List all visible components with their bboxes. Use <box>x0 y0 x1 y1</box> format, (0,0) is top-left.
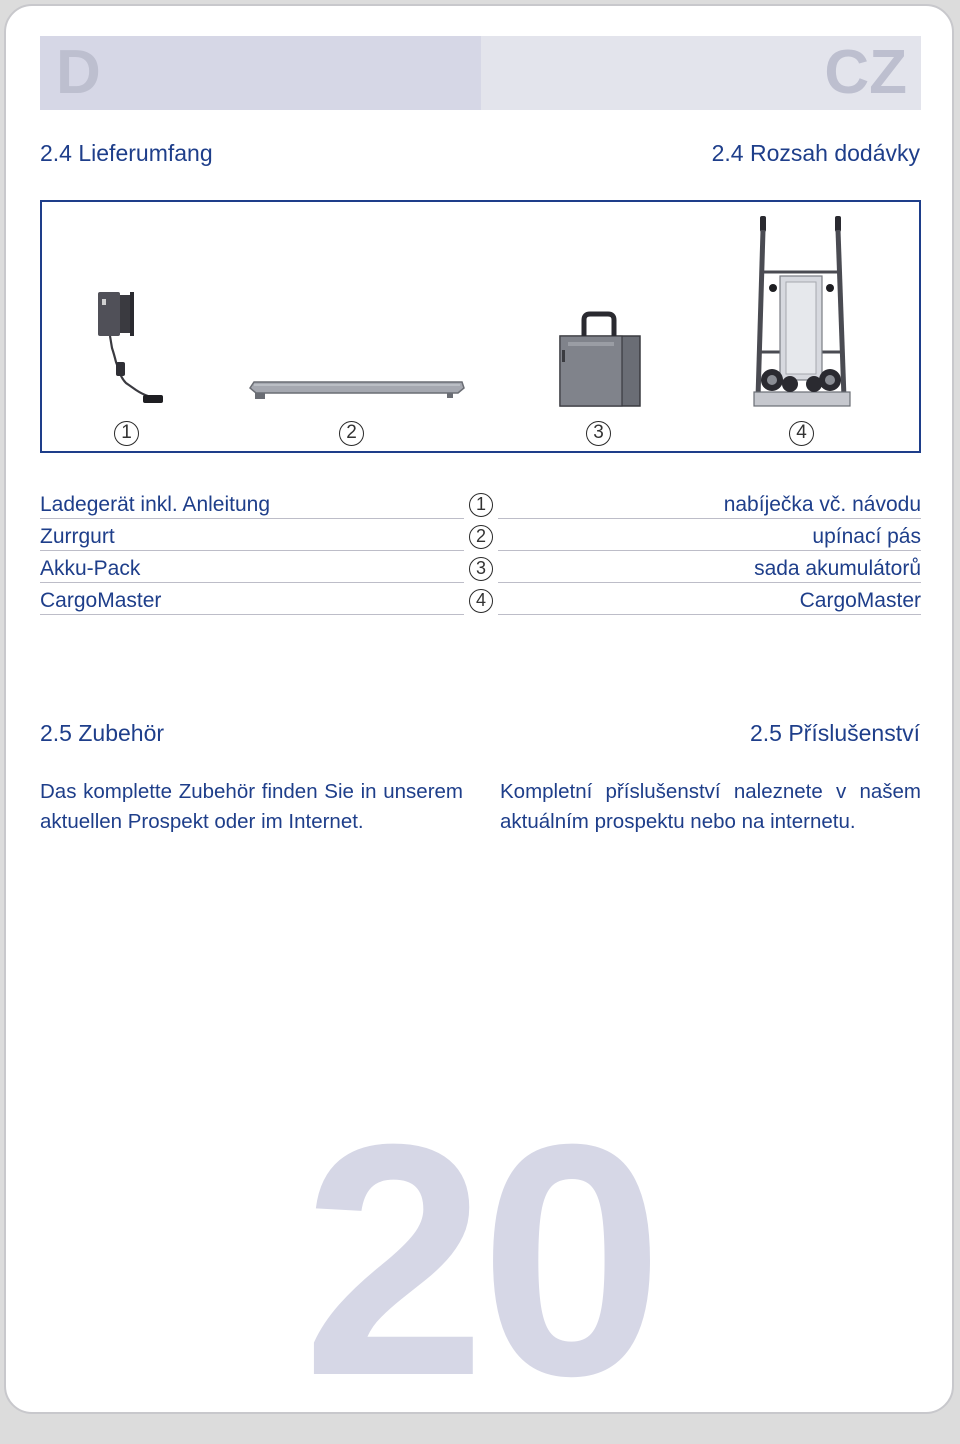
accessories-text-cz: Kompletní příslušenství naleznete v našem aktuálním prospektu nebo na internetu. <box>500 780 921 833</box>
delivery-scope-figure <box>40 200 921 453</box>
item-divider <box>40 582 464 583</box>
figure-number-2: 2 <box>339 421 364 446</box>
delivery-scope-illustration <box>42 202 919 451</box>
section-title-accessories-cz: 2.5 Příslušenství <box>749 720 920 746</box>
section-title-delivery-cz: 2.4 Rozsah dodávky <box>711 140 920 166</box>
charger-illustration <box>98 292 163 403</box>
item-label-cz: sada akumulátorů <box>754 557 921 580</box>
item-number: 3 <box>469 557 493 581</box>
figure-number-4: 4 <box>789 421 814 446</box>
item-label-cz: CargoMaster <box>799 589 921 612</box>
strap-illustration <box>250 382 464 399</box>
item-divider <box>40 518 464 519</box>
item-label-de: Zurrgurt <box>40 525 115 548</box>
language-banner <box>40 36 921 110</box>
item-label-de: Ladegerät inkl. Anleitung <box>40 493 271 516</box>
figure-number-3: 3 <box>586 421 611 446</box>
item-label-de: CargoMaster <box>40 589 162 612</box>
language-code-de: D <box>56 38 101 107</box>
section-title-delivery-de: 2.4 Lieferumfang <box>40 140 213 166</box>
language-code-cz: CZ <box>824 38 907 107</box>
accessories-text-de: Das komplette Zubehör finden Sie in unserem aktuellen Prospekt oder im Internet. <box>40 780 463 833</box>
cargomaster-illustration <box>754 216 850 406</box>
item-number: 2 <box>469 525 493 549</box>
item-number: 4 <box>469 589 493 613</box>
item-label-cz: upínací pás <box>812 525 921 548</box>
item-number: 1 <box>469 493 493 517</box>
item-label-cz: nabíječka vč. návodu <box>723 493 921 516</box>
figure-number-1: 1 <box>114 421 139 446</box>
item-label-de: Akku-Pack <box>40 557 141 580</box>
page-number: 20 <box>302 1075 658 1444</box>
section-title-accessories-de: 2.5 Zubehör <box>40 720 165 746</box>
item-divider <box>40 614 464 615</box>
item-divider <box>40 550 464 551</box>
battery-pack-illustration <box>560 314 640 406</box>
